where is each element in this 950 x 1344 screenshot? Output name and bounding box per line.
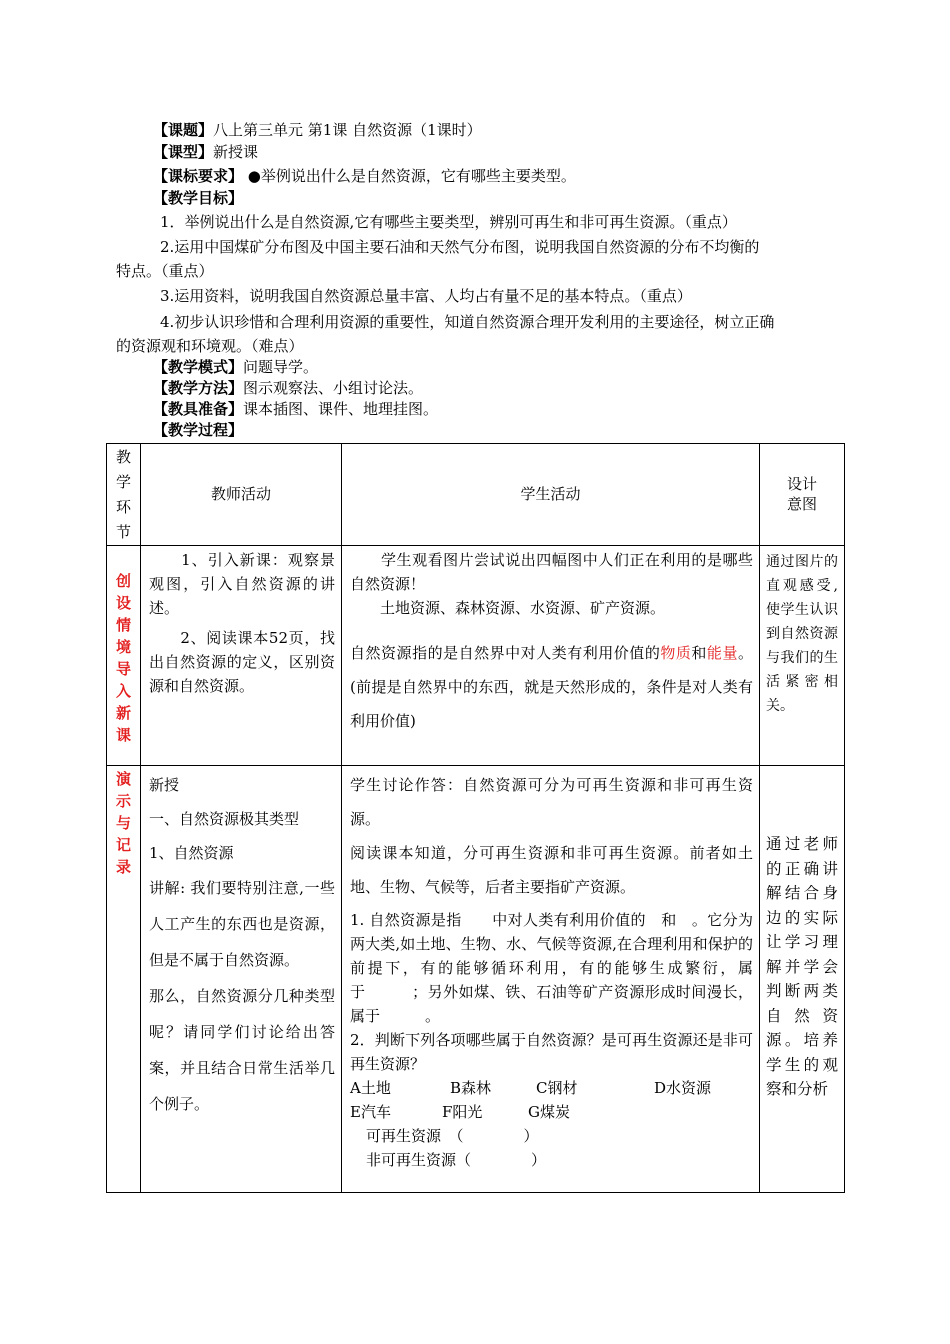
- stage-char: 情: [115, 616, 131, 634]
- student-paragraph: 学生讨论作答：自然资源可分为可再生资源和非可再生资源。: [350, 776, 753, 828]
- definition-text: 。(前提是自然界中的东西，就是天然形成的，条件是对人类有利用价值): [350, 644, 753, 730]
- definition-highlight: 物质: [660, 644, 692, 662]
- teacher-cell-intro: [141, 546, 342, 766]
- teacher-paragraph: 1、引入新课：观察景观图，引入自然资源的讲述。: [149, 551, 335, 617]
- option-item: E汽车: [350, 1103, 391, 1121]
- teacher-activity-demo: [141, 766, 341, 1122]
- teacher-activity-intro: [141, 546, 341, 698]
- goal-2-line-2: 特点。（重点）: [116, 262, 214, 280]
- teacher-paragraph: 1、自然资源: [149, 844, 234, 862]
- process-heading: [153, 420, 243, 440]
- header-stage-char: 学: [115, 473, 131, 491]
- student-activity-demo: [342, 766, 759, 1172]
- mode-line: [153, 357, 318, 377]
- type-line: [153, 142, 258, 162]
- option-item: C钢材: [536, 1079, 578, 1097]
- design-intent-intro: 通过图片的直观感受,使学生认识到自然资源与我们的生活紧密相关。: [766, 554, 838, 714]
- header-design-line: 意图: [786, 495, 817, 513]
- header-stage: [107, 444, 140, 545]
- stage-char: 入: [115, 682, 131, 700]
- exercise-1: 1. 自然资源是指 中对人类有利用价值的 和 。它分为两大类,如土地、生物、水、气候等资源,在合理利用和保护的前提下，有的能够循环利用，有的能够生成繁衍，属于 ；另外如煤、铁、石油等矿产资源形成时间漫长，属于 。: [350, 911, 753, 1025]
- stage-char: 演: [115, 770, 131, 788]
- stage-char: 创: [115, 572, 131, 590]
- stage-cell-intro: [107, 546, 141, 766]
- teacher-paragraph: 2、阅读课本52页，找出自然资源的定义，区别资源和自然资源。: [149, 629, 335, 695]
- stage-char: 课: [115, 726, 131, 744]
- header-teacher: 教师活动: [210, 485, 271, 503]
- table-header-row: [107, 444, 845, 546]
- method-line: [153, 378, 423, 398]
- exercise-2: 2．判断下列各项哪些属于自然资源？是可再生资源还是非可再生资源？: [350, 1031, 753, 1073]
- stage-char: 与: [115, 814, 131, 832]
- stage-char: 设: [115, 594, 131, 612]
- stage-label-intro: [107, 546, 140, 746]
- topic-label: 【课题】: [153, 121, 214, 139]
- teacher-paragraph: 新授: [149, 776, 180, 794]
- design-intent-demo: 通过老师的正确讲解结合身边的实际让学习理解并学会判断两类自然资源。培养学生的观察和分析: [766, 835, 838, 1098]
- standard-text: ●举例说出什么是自然资源，它有哪些主要类型。: [243, 167, 576, 185]
- student-paragraph: 学生观看图片尝试说出四幅图中人们正在利用的是哪些自然资源！: [350, 551, 753, 593]
- goal-4-line-2: 的资源观和环境观。（难点）: [116, 337, 304, 355]
- teacher-cell-demo: [141, 766, 342, 1193]
- option-item: A土地: [350, 1079, 391, 1097]
- type-label: 【课型】: [153, 143, 214, 161]
- design-cell-demo: [760, 766, 845, 1193]
- table-row-intro: [107, 546, 845, 766]
- definition-text: 和: [691, 644, 707, 662]
- goal-3: 3.运用资料，说明我国自然资源总量丰富、人均占有量不足的基本特点。（重点）: [160, 287, 692, 305]
- header-stage-char: 节: [115, 523, 131, 541]
- student-definition: [350, 636, 753, 738]
- option-item: F阳光: [442, 1103, 483, 1121]
- header-student-cell: [342, 444, 760, 546]
- student-activity-intro: [342, 546, 759, 738]
- tools-line: [153, 399, 438, 419]
- process-label: 【教学过程】: [153, 421, 244, 439]
- header-design-cell: [760, 444, 845, 546]
- definition-highlight: 能量: [706, 644, 738, 662]
- student-paragraph: 土地资源、森林资源、水资源、矿产资源。: [350, 599, 666, 617]
- nonrenewable-answer: 非可再生资源（ ）: [366, 1151, 547, 1169]
- tools-label: 【教具准备】: [153, 400, 244, 418]
- goals-label: 【教学目标】: [153, 189, 244, 207]
- goal-1: 1．举例说出什么是自然资源,它有哪些主要类型，辨别可再生和非可再生资源。（重点）: [160, 213, 737, 231]
- header-stage-char: 环: [115, 498, 131, 516]
- standard-label: 【课标要求】: [153, 167, 244, 185]
- goal-2-line-1: 2.运用中国煤矿分布图及中国主要石油和天然气分布图，说明我国自然资源的分布不均衡的: [160, 238, 760, 256]
- header-design-line: 设计: [786, 475, 817, 493]
- tools-text: 课本插图、课件、地理挂图。: [243, 400, 439, 418]
- student-cell-intro: [342, 546, 760, 766]
- stage-char: 记: [115, 836, 131, 854]
- goal-4-line-1: 4.初步认识珍惜和合理利用资源的重要性，知道自然资源合理开发利用的主要途径，树立正确: [160, 313, 775, 331]
- teacher-paragraph: 那么，自然资源分几种类型呢？请同学们讨论给出答案，并且结合日常生活举几个例子。: [149, 987, 335, 1113]
- header-teacher-cell: [141, 444, 342, 546]
- header-stage-cell: [107, 444, 141, 546]
- option-item: D水资源: [654, 1079, 712, 1097]
- mode-label: 【教学模式】: [153, 358, 244, 376]
- type-text: 新授课: [213, 143, 259, 161]
- method-label: 【教学方法】: [153, 379, 244, 397]
- definition-text: 自然资源指的是自然界中对人类有利用价值的: [350, 644, 661, 662]
- stage-char: 新: [115, 704, 131, 722]
- mode-text: 问题导学。: [243, 358, 319, 376]
- stage-char: 境: [115, 638, 131, 656]
- header-student: 学生活动: [520, 485, 581, 503]
- options-row-2: [350, 1100, 753, 1124]
- goals-heading: [153, 188, 243, 208]
- method-text: 图示观察法、小组讨论法。: [243, 379, 424, 397]
- table-row-demo: [107, 766, 845, 1193]
- student-paragraph: 阅读课本知道，分可再生资源和非可再生资源。前者如土地、生物、气候等，后者主要指矿产资源。: [350, 844, 753, 896]
- stage-label-demo: [107, 766, 140, 878]
- design-cell-intro: [760, 546, 845, 766]
- header-design: [760, 444, 844, 544]
- lesson-table: [106, 443, 845, 1193]
- stage-char: 导: [115, 660, 131, 678]
- student-cell-demo: [342, 766, 760, 1193]
- teacher-paragraph: 讲解: 我们要特别注意,一些人工产生的东西也是资源，但是不属于自然资源。: [149, 879, 335, 969]
- stage-char: 示: [115, 792, 131, 810]
- header-stage-char: 教: [115, 448, 131, 466]
- topic-text: 八上第三单元 第1课 自然资源（1课时）: [213, 121, 482, 139]
- stage-char: 录: [115, 858, 131, 876]
- topic-line: [153, 120, 482, 140]
- renewable-answer: 可再生资源 （ ）: [366, 1127, 539, 1145]
- stage-cell-demo: [107, 766, 141, 1193]
- standard-line: [153, 166, 576, 186]
- option-item: G煤炭: [528, 1103, 570, 1121]
- teacher-paragraph: 一、自然资源极其类型: [149, 810, 300, 828]
- option-item: B森林: [450, 1079, 492, 1097]
- options-row-1: [350, 1076, 753, 1100]
